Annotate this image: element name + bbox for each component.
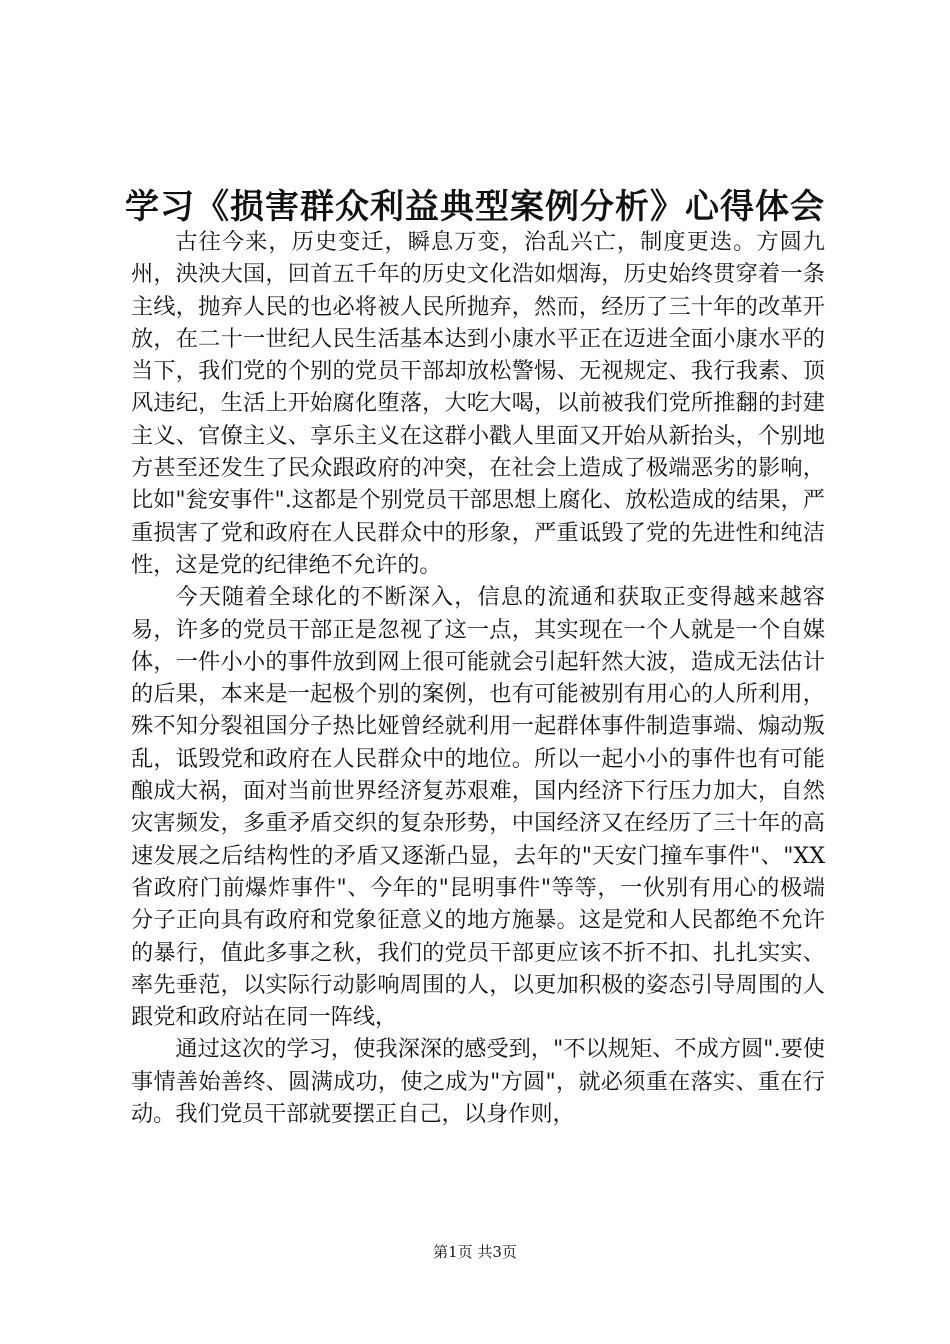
page-footer: 第1页 共3页: [433, 1243, 517, 1261]
paragraph-3: 通过这次的学习，使我深深的感受到，"不以规矩、不成方圆".要使事情善始善终、圆满成功，使之成为"方圆"，就必须重在落实、重在行动。我们党员干部就要摆正自己，以身作则，: [131, 1036, 825, 1128]
paragraph-1: 古往今来，历史变迁，瞬息万变，治乱兴亡，制度更迭。方圆九州，泱泱大国，回首五千年的历史文化浩如烟海，历史始终贯穿着一条主线，抛弃人民的也必将被人民所抛弃，然而，经历了三十年的改革开放，在二十一世纪人民生活基本达到小康水平正在迈进全面小康水平的当下，我们党的个别的党员干部却放松警惕、无视规定、我行我素、顶风违纪，生活上开始腐化堕落，大吃大喝，以前被我们党所推翻的封建主义、官僚主义、享乐主义在这群小戳人里面又开始从新抬头，个别地方甚至还发生了民众跟政府的冲突，在社会上造成了极端恶劣的影响，比如"瓮安事件".这都是个别党员干部思想上腐化、放松造成的结果，严重损害了党和政府在人民群众中的形象，严重诋毁了党的先进性和纯洁性，这是党的纪律绝不允许的。: [131, 229, 825, 578]
document-body: [131, 226, 825, 1130]
document-title: 学习《损害群众利益典型案例分析》心得体会: [125, 187, 825, 227]
paragraph-2: 今天随着全球化的不断深入，信息的流通和获取正变得越来越容易，许多的党员干部正是忽视了这一点，其实现在一个人就是一个自媒体，一件小小的事件放到网上很可能就会引起轩然大波，造成无法估计的后果，本来是一起极个别的案例，也有可能被别有用心的人所利用，殊不知分裂祖国分子热比娅曾经就利用一起群体事件制造事端、煽动叛乱，诋毁党和政府在人民群众中的地位。所以一起小小的事件也有可能酿成大祸，面对当前世界经济复苏艰难，国内经济下行压力加大，自然灾害频发，多重矛盾交织的复杂形势，中国经济又在经历了三十年的高速发展之后结构性的矛盾又逐渐凸显，去年的"天安门撞车事件"、"XX省政府门前爆炸事件"、今年的"昆明事件"等等，一伙别有用心的极端分子正向具有政府和党象征意义的地方施暴。这是党和人民都绝不允许的暴行，值此多事之秋，我们的党员干部更应该不折不扣、扎扎实实、率先垂范，以实际行动影响周围的人，以更加积极的姿态引导周围的人跟党和政府站在同一阵线，: [131, 584, 825, 1031]
